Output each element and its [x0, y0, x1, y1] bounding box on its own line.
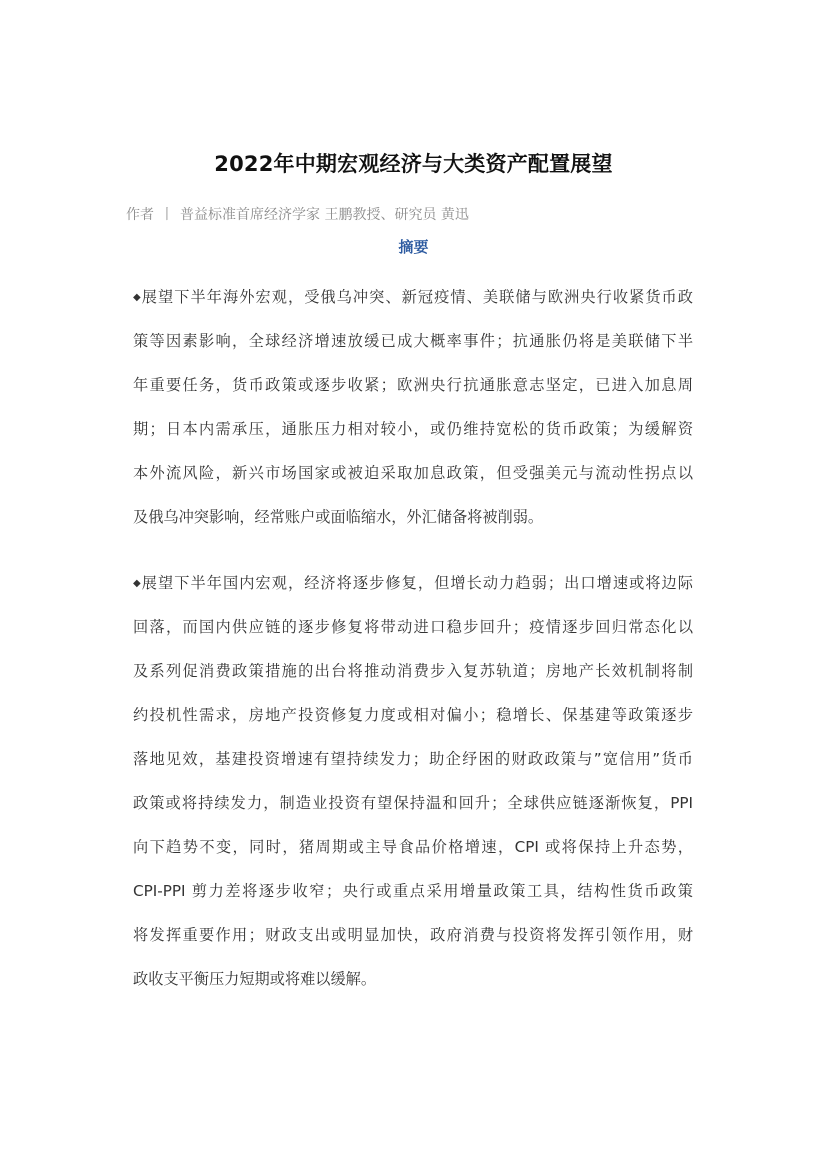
abstract-paragraph-overseas	[133, 287, 693, 551]
paragraph-line: 及系列促消费政策措施的出台将推动消费步入复苏轨道；房地产长效机制将制	[133, 662, 693, 680]
author-label: 作者	[126, 207, 154, 223]
paragraph-line: 政收支平衡压力短期或将难以缓解。	[133, 970, 376, 988]
paragraph-line	[133, 287, 693, 331]
paragraph-line: 落地见效，基建投资增速有望持续发力；助企纾困的财政政策与”宽信用”货币	[133, 750, 693, 768]
document-title: 2022年中期宏观经济与大类资产配置展望	[214, 152, 613, 176]
line-text: 展望下半年国内宏观，经济将逐步修复，但增长动力趋弱；出口增速或将边际	[141, 574, 693, 592]
paragraph-line: 本外流风险，新兴市场国家或被迫采取加息政策，但受强美元与流动性拐点以	[133, 464, 693, 482]
paragraph-line	[133, 573, 693, 617]
paragraph-line: 约投机性需求，房地产投资修复力度或相对偏小；稳增长、保基建等政策逐步	[133, 706, 693, 724]
paragraph-line: 回落，而国内供应链的逐步修复将带动进口稳步回升；疫情逐步回归常态化以	[133, 618, 693, 636]
paragraph-line: 期；日本内需承压，通胀压力相对较小，或仍维持宽松的货币政策；为缓解资	[133, 420, 693, 438]
paragraph-line: 年重要任务，货币政策或逐步收紧；欧洲央行抗通胀意志坚定，已进入加息周	[133, 376, 693, 394]
line-text: 展望下半年海外宏观，受俄乌冲突、新冠疫情、美联储与欧洲央行收紧货币政	[141, 288, 693, 306]
diamond-bullet-icon: ◆	[133, 578, 142, 589]
abstract-heading: 摘要	[398, 238, 429, 256]
author-text: 普益标准首席经济学家 王鹏教授、研究员 黄迅	[180, 207, 469, 223]
diamond-bullet-icon: ◆	[133, 292, 142, 303]
paragraph-line: CPI-PPI 剪力差将逐步收窄；央行或重点采用增量政策工具，结构性货币政策	[133, 882, 693, 900]
abstract-paragraph-domestic	[133, 573, 693, 1013]
paragraph-line: 向下趋势不变，同时，猪周期或主导食品价格增速，CPI 或将保持上升态势，	[133, 838, 693, 856]
paragraph-line: 将发挥重要作用；财政支出或明显加快，政府消费与投资将发挥引领作用，财	[133, 926, 693, 944]
paragraph-line: 及俄乌冲突影响，经常账户或面临缩水，外汇储备将被削弱。	[133, 508, 544, 526]
author-line	[126, 204, 469, 224]
paragraph-line: 策等因素影响，全球经济增速放缓已成大概率事件；抗通胀仍将是美联储下半	[133, 332, 693, 350]
author-separator: 丨	[160, 207, 174, 223]
paragraph-line: 政策或将持续发力，制造业投资有望保持温和回升；全球供应链逐渐恢复，PPI	[133, 794, 693, 812]
